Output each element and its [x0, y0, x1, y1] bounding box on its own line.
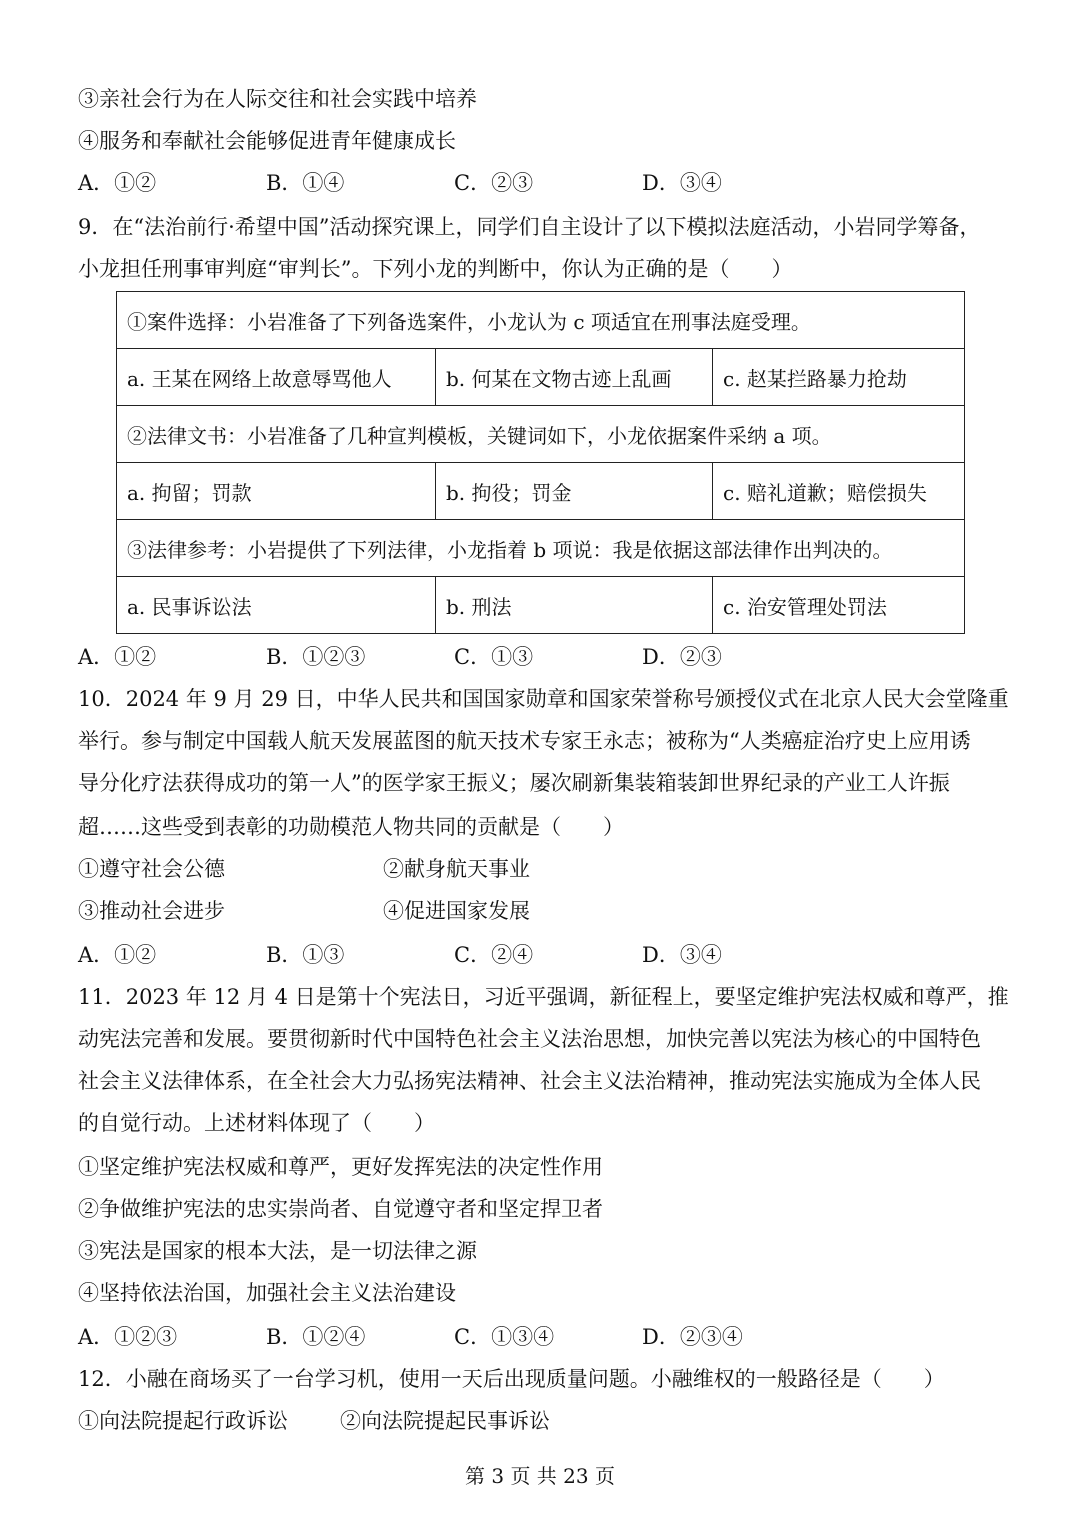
- q10-option-a: A．①②: [78, 943, 157, 967]
- q8-item-3: ③亲社会行为在人际交往和社会实践中培养: [78, 87, 477, 111]
- q10-items-row-2: [78, 896, 878, 926]
- table-cell: c. 赔礼道歉；赔偿损失: [713, 463, 965, 520]
- table-cell: a. 王某在网络上故意辱骂他人: [117, 349, 436, 406]
- q11-option-b: B．①②④: [266, 1325, 366, 1349]
- q9-case-table: [116, 291, 965, 634]
- q12-stem: 12．小融在商场买了一台学习机，使用一天后出现质量问题。小融维权的一般路径是（ ）: [78, 1367, 945, 1391]
- q9-option-d: D．②③: [642, 645, 722, 669]
- q10-item-3: ③推动社会进步: [78, 899, 225, 923]
- q11-option-c: C．①③④: [454, 1325, 555, 1349]
- q11-option-a: A．①②③: [78, 1325, 178, 1349]
- q10-item-1: ①遵守社会公德: [78, 857, 225, 881]
- page-number: 第 3 页 共 23 页: [465, 1464, 615, 1488]
- q12-item-1: ①向法院提起行政诉讼: [78, 1409, 288, 1433]
- q10-option-c: C．②④: [454, 943, 534, 967]
- q10-stem-line: 导分化疗法获得成功的第一人”的医学家王振义；屡次刷新集装箱装卸世界纪录的产业工人许振: [78, 771, 950, 795]
- table-cell: a. 拘留；罚款: [117, 463, 436, 520]
- table-cell: c. 治安管理处罚法: [713, 577, 965, 634]
- table-cell: b. 刑法: [436, 577, 713, 634]
- table-row-legal-reference: ③法律参考：小岩提供了下列法律，小龙指着 b 项说：我是依据这部法律作出判决的。: [117, 520, 965, 577]
- table-row-case-selection: ①案件选择：小岩准备了下列备选案件，小龙认为 c 项适宜在刑事法庭受理。: [117, 292, 965, 349]
- table-cell: c. 赵某拦路暴力抢劫: [713, 349, 965, 406]
- q10-stem-line: 举行。参与制定中国载人航天发展蓝图的航天技术专家王永志；被称为“人类癌症治疗史上应用诱: [78, 729, 971, 753]
- q9-option-c: C．①③: [454, 645, 534, 669]
- q10-stem-line: 10．2024 年 9 月 29 日，中华人民共和国国家勋章和国家荣誉称号颁授仪式在北京人民大会堂隆重: [78, 687, 1009, 711]
- table-cell: b. 何某在文物古迹上乱画: [436, 349, 713, 406]
- q8-item-4: ④服务和奉献社会能够促进青年健康成长: [78, 129, 456, 153]
- q11-stem-line: 11．2023 年 12 月 4 日是第十个宪法日，习近平强调，新征程上，要坚定维护宪法权威和尊严，推: [78, 985, 1009, 1009]
- q11-option-d: D．②③④: [642, 1325, 743, 1349]
- q9-stem-line-2: 小龙担任刑事审判庭“审判长”。下列小龙的判断中，你认为正确的是（ ）: [78, 257, 793, 281]
- q11-item-3: ③宪法是国家的根本大法，是一切法律之源: [78, 1239, 477, 1263]
- q11-stem-line: 动宪法完善和发展。要贯彻新时代中国特色社会主义法治思想，加快完善以宪法为核心的中国特色: [78, 1027, 981, 1051]
- q10-item-4: ④促进国家发展: [383, 899, 530, 923]
- q12-items-row: [78, 1406, 878, 1436]
- table-row-legal-document: ②法律文书：小岩准备了几种宣判模板，关键词如下，小龙依据案件采纳 a 项。: [117, 406, 965, 463]
- q10-options: [78, 940, 978, 970]
- q8-option-c: C．②③: [454, 171, 534, 195]
- q11-item-2: ②争做维护宪法的忠实崇尚者、自觉遵守者和坚定捍卫者: [78, 1197, 603, 1221]
- q10-option-b: B．①③: [266, 943, 345, 967]
- q9-option-b: B．①②③: [266, 645, 366, 669]
- q11-stem-line: 的自觉行动。上述材料体现了（ ）: [78, 1111, 435, 1135]
- q9-options: [78, 642, 978, 672]
- q9-stem-line-1: 9．在“法治前行·希望中国”活动探究课上，同学们自主设计了以下模拟法庭活动，小岩同学筹备，: [78, 215, 981, 239]
- q8-option-b: B．①④: [266, 171, 345, 195]
- q11-item-4: ④坚持依法治国，加强社会主义法治建设: [78, 1281, 456, 1305]
- q8-option-d: D．③④: [642, 171, 722, 195]
- table-cell: b. 拘役；罚金: [436, 463, 713, 520]
- q11-item-1: ①坚定维护宪法权威和尊严，更好发挥宪法的决定性作用: [78, 1155, 603, 1179]
- table-cell: a. 民事诉讼法: [117, 577, 436, 634]
- q10-items-row-1: [78, 854, 878, 884]
- q11-stem-line: 社会主义法律体系，在全社会大力弘扬宪法精神、社会主义法治精神，推动宪法实施成为全体人民: [78, 1069, 981, 1093]
- q11-options: [78, 1322, 978, 1352]
- q8-option-a: A．①②: [78, 171, 157, 195]
- q10-item-2: ②献身航天事业: [383, 857, 530, 881]
- q9-option-a: A．①②: [78, 645, 157, 669]
- q10-option-d: D．③④: [642, 943, 722, 967]
- q10-stem-line: 超……这些受到表彰的功勋模范人物共同的贡献是（ ）: [78, 815, 624, 839]
- q8-options: [78, 168, 978, 198]
- q12-item-2: ②向法院提起民事诉讼: [340, 1409, 550, 1433]
